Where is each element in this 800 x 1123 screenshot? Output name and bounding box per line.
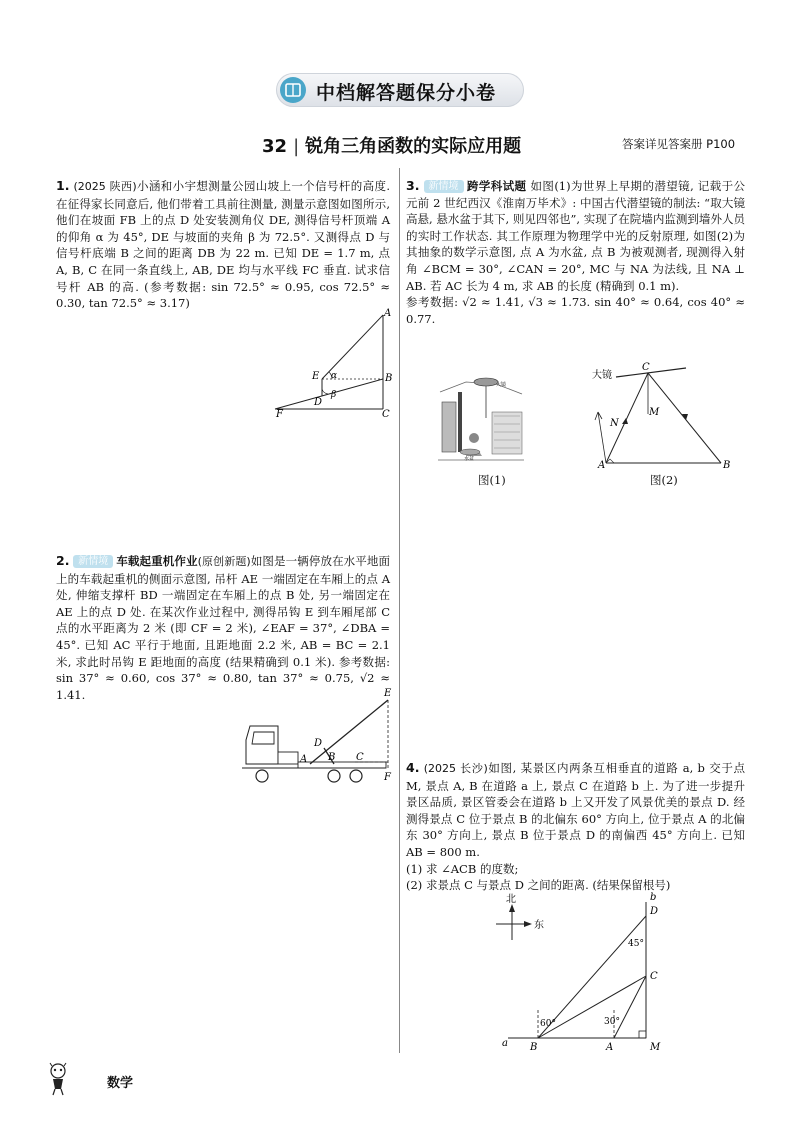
problem-2-figure bbox=[238, 688, 398, 798]
label-D: D bbox=[314, 738, 323, 749]
chapter-number: 32 bbox=[262, 136, 288, 157]
problem-4 bbox=[406, 760, 745, 894]
reference-data: 参考数据: √2 ≈ 1.41, √3 ≈ 1.73. sin 40° ≈ 0.64, cos 40° ≈ 0.77. bbox=[406, 295, 745, 326]
label-A: A bbox=[300, 754, 308, 765]
problem-keyword: 车载起重机作业 bbox=[116, 554, 198, 568]
label-B: B bbox=[530, 1042, 538, 1053]
footer-subject: 数学 bbox=[107, 1076, 134, 1091]
label-M: M bbox=[650, 1042, 661, 1053]
problem-4-figure bbox=[486, 888, 666, 1056]
label-A: A bbox=[384, 308, 392, 319]
figure-1-caption: 图(1) bbox=[478, 473, 506, 487]
label-angle-45: 45° bbox=[628, 939, 644, 949]
label-N: N bbox=[610, 418, 619, 429]
problem-3 bbox=[406, 178, 745, 327]
label-E: E bbox=[384, 688, 392, 699]
question-2: (2) 求景点 C 与景点 D 之间的距离. (结果保留根号) bbox=[406, 878, 671, 893]
label-M: M bbox=[649, 407, 660, 418]
mascot-icon bbox=[46, 1062, 70, 1096]
question-1: (1) 求 ∠ACB 的度数; bbox=[406, 861, 519, 876]
problem-2 bbox=[56, 553, 390, 703]
label-C: C bbox=[650, 971, 658, 982]
label-east: 东 bbox=[534, 920, 544, 931]
problem-3-figure bbox=[586, 360, 736, 470]
problem-number: 4. bbox=[406, 760, 420, 775]
book-icon bbox=[280, 77, 306, 103]
label-B: B bbox=[723, 460, 731, 470]
label-F: F bbox=[276, 409, 283, 420]
problem-text: 如图是一辆停放在水平地面上的车载起重机的侧面示意图, 吊杆 AE 一端固定在车厢上的点 A 处, 伸缩支撑杆 BD 一端固定在车厢上的点 B 处, 另一端固定在 AE 上的点 D 处. 在某次作业过程中, 测得吊钩 E 到车厢尾部 C 点的水平距离为 2 米 (即 CF = 2 米), ∠EAF = 37°, ∠DBA = 45°. 已知 AC 平行于地面, 且距地面 2.2 米, AB = BC = 2.1 米, 求此时吊钩 E 距地面的高度 (结果精确到 0.1 米). 参考数据: sin 37° ≈ 0.60, cos 37° ≈ 0.80, tan 37° ≈ 0.75, √2 ≈ 1.41. bbox=[56, 554, 391, 702]
problem-keyword: 跨学科试题 bbox=[466, 179, 527, 193]
illustration-label-basin: 水盆 bbox=[464, 456, 475, 462]
label-mirror: 大镜 bbox=[592, 370, 612, 381]
label-E: E bbox=[312, 371, 320, 382]
label-A: A bbox=[598, 460, 606, 470]
label-D: D bbox=[650, 906, 659, 917]
new-context-tag: 新情境 bbox=[424, 180, 464, 193]
problem-source: (2025 陕西) bbox=[73, 180, 137, 193]
problem-1 bbox=[56, 178, 390, 312]
problem-number: 2. bbox=[56, 553, 70, 568]
illustration-label-mirror: 大镜 bbox=[496, 382, 507, 388]
problem-text: 如图, 某景区内两条互相垂直的道路 a, b 交于点 M, 景点 A, B 在道路 a 上, 景点 C 在道路 b 上. 为了进一步提升景区品质, 景区管委会在道路 b 上又开发了风景优美的景点 D. 经测得景点 C 位于景点 B 的北偏东 60° 方向上, 位于景点 A 的北偏东 30° 方向上, 景点 B 位于景点 D 的南偏西 45° 方向上. 已知 AB = 800 m. bbox=[406, 761, 745, 859]
problem-number: 1. bbox=[56, 178, 70, 193]
label-alpha: α bbox=[331, 371, 338, 381]
figure-2-caption: 图(2) bbox=[650, 473, 678, 487]
label-F: F bbox=[384, 772, 391, 783]
chapter-heading bbox=[262, 132, 521, 158]
label-north: 北 bbox=[506, 894, 516, 905]
problem-3-illustration bbox=[436, 372, 526, 462]
problem-1-figure bbox=[270, 305, 400, 420]
column-divider bbox=[399, 168, 400, 1053]
problem-number: 3. bbox=[406, 178, 420, 193]
label-a: a bbox=[502, 1038, 508, 1049]
label-D: D bbox=[314, 397, 323, 408]
new-context-tag: 新情境 bbox=[73, 555, 113, 568]
answer-reference: 答案详见答案册 P100 bbox=[622, 137, 736, 151]
label-B: B bbox=[328, 752, 336, 763]
label-C: C bbox=[382, 409, 390, 420]
label-C: C bbox=[356, 752, 364, 763]
chapter-title: 锐角三角函数的实际应用题 bbox=[305, 136, 522, 157]
chapter-separator: | bbox=[293, 136, 300, 157]
label-C: C bbox=[642, 362, 650, 373]
problem-text: 小涵和小宇想测量公园山坡上一个信号杆的高度. 在征得家长同意后, 他们带着工具前往测量, 测量示意图如图所示, 他们在坡面 FB 上的点 D 处安装测角仪 DE, 测得信号杆顶端 A 的仰角 α 为 45°, DE 与坡面的夹角 β 为 72.5°. 又测得点 D 与信号杆底端 B 之间的距离 DB 为 22 m. 已知 DE = 1.7 m, 点 A, B, C 在同一条直线上, AB, DE 均与水平线 FC 垂直. 试求信号杆 AB 的高. (参考数据: sin 72.5° ≈ 0.95, cos 72.5° ≈ 0.30, tan 72.5° ≈ 3.17) bbox=[56, 179, 391, 311]
label-b: b bbox=[650, 892, 657, 903]
label-angle-60: 60° bbox=[540, 1019, 556, 1029]
problem-source: (2025 长沙) bbox=[423, 762, 488, 775]
label-angle-30: 30° bbox=[604, 1017, 620, 1027]
problem-text: 如图(1)为世界上早期的潜望镜, 记载于公元前 2 世纪西汉《淮南万毕术》: 中国古代潜望镜的制法: “取大镜高悬, 悬水盆于其下, 则见四邻也”, 实现了在院墙内监测到墙外人员的实时工作状态. 其工作原理为物理学中光的反射原理, 如图(2)为其抽象的数学示意图, 点 A 为水盆, 点 B 为被观测者, 现测得入射角 ∠BCM = 30°, ∠CAN = 20°, MC 与 NA 为法线, 且 NA ⊥ AB. 若 AC 长为 4 m, 求 AB 的长度 (精确到 0.1 m). bbox=[406, 179, 745, 293]
label-B: B bbox=[385, 373, 393, 384]
problem-source: (原创新题) bbox=[197, 555, 251, 568]
badge-title: 中档解答题保分小卷 bbox=[316, 82, 497, 104]
label-A: A bbox=[606, 1042, 614, 1053]
section-badge bbox=[276, 73, 524, 107]
label-beta: β bbox=[331, 390, 337, 400]
